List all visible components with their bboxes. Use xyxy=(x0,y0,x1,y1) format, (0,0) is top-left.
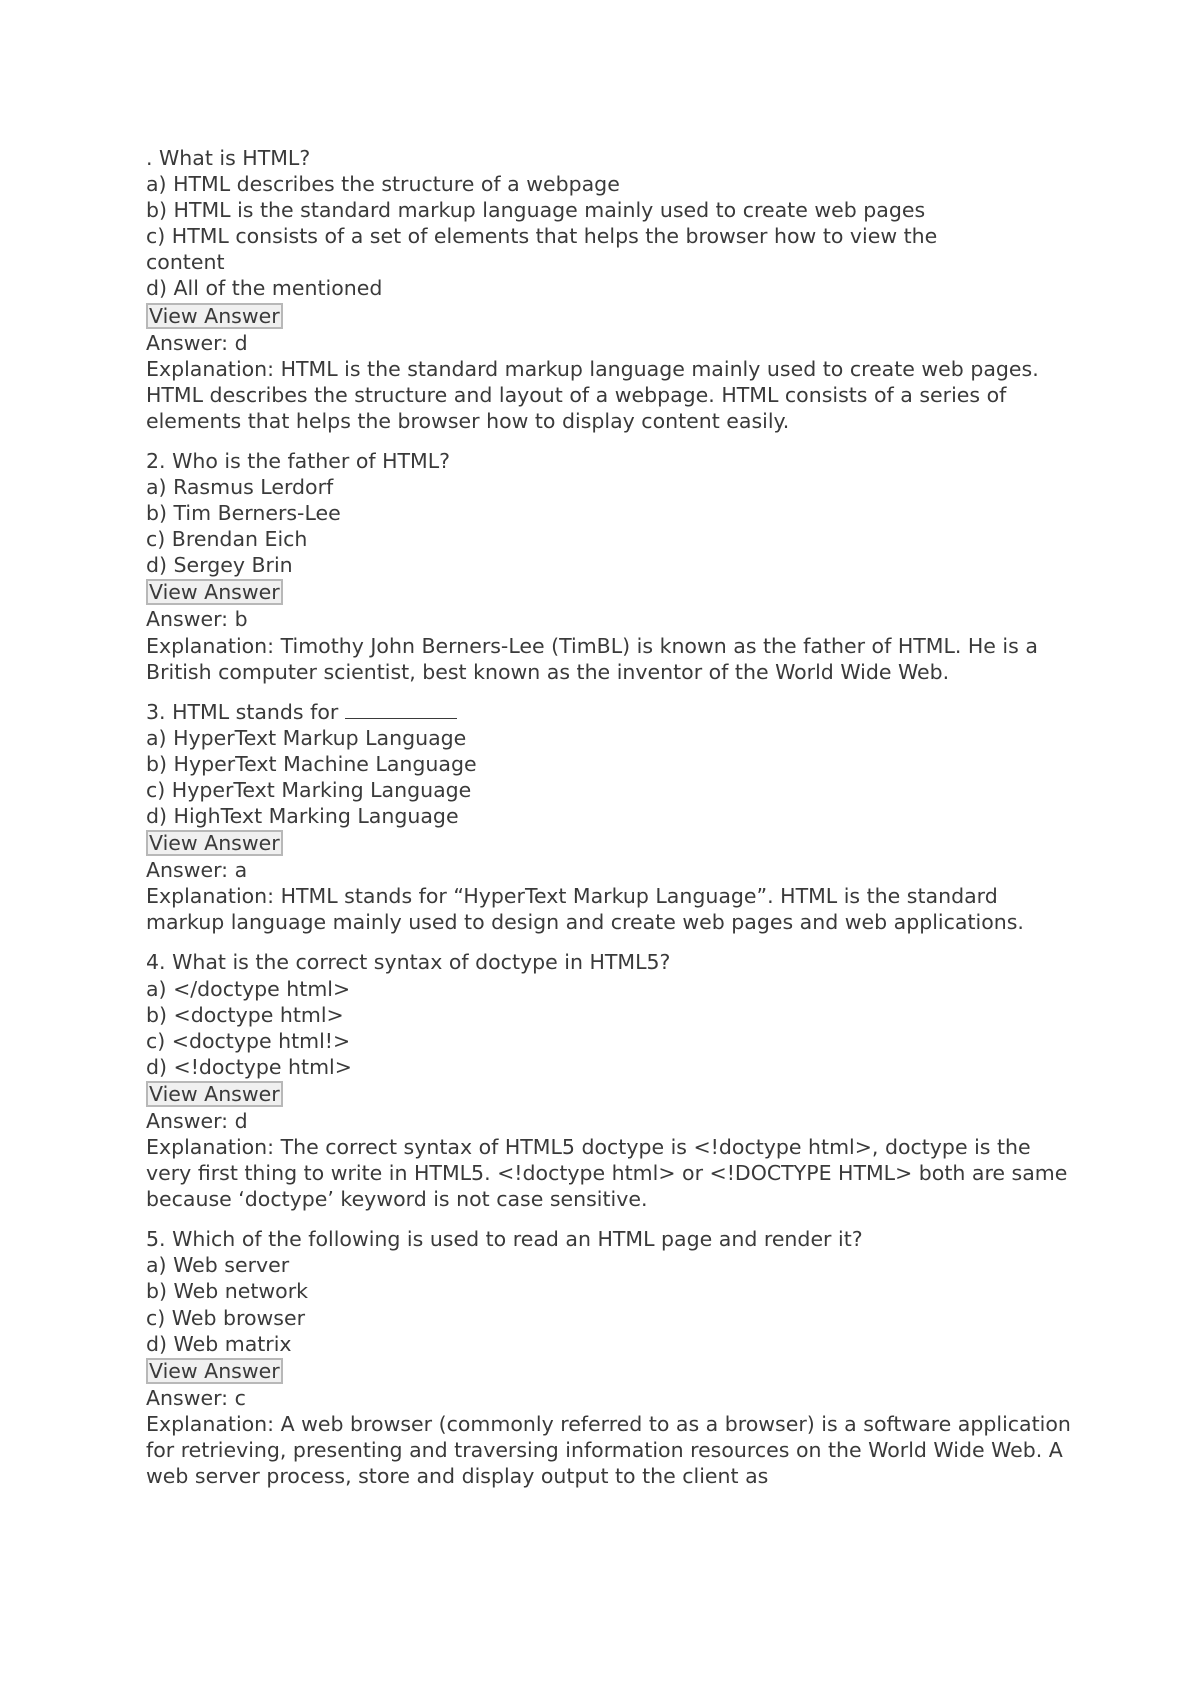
question-1 xyxy=(146,145,1076,434)
option-c: c) HyperText Marking Language xyxy=(146,777,472,802)
option-a: a) HTML describes the structure of a webpage xyxy=(146,172,620,197)
option-a: a) HyperText Markup Language xyxy=(146,725,467,750)
option-c: c) HTML consists of a set of elements that helps the browser how to view the content xyxy=(146,224,938,275)
question-text: . What is HTML? xyxy=(146,146,311,170)
explanation-text: Explanation: HTML stands for “HyperText Markup Language”. HTML is the standard markup language mainly used to design and create web pages and web applications. xyxy=(146,884,1024,935)
option-d: d) HighText Marking Language xyxy=(146,804,459,829)
view-answer-button[interactable]: View Answer xyxy=(146,830,283,856)
document-page xyxy=(146,145,1076,1503)
answer-text: Answer: c xyxy=(146,1385,246,1410)
question-line xyxy=(146,699,1076,725)
explanation-text: Explanation: HTML is the standard markup language mainly used to create web pages. HTML describes the structure and layout of a webpage. HTML consists of a series of elements that helps the browser how to display content easily. xyxy=(146,356,1039,433)
view-answer-button[interactable]: View Answer xyxy=(146,1081,283,1107)
question-text: 3. HTML stands for xyxy=(146,699,339,724)
explanation-text: Explanation: Timothy John Berners-Lee (TimBL) is known as the father of HTML. He is a British computer scientist, best known as the inventor of the World Wide Web. xyxy=(146,633,1038,684)
question-text: 2. Who is the father of HTML? xyxy=(146,448,451,473)
option-b: b) Tim Berners-Lee xyxy=(146,501,341,526)
option-a: a) </doctype html> xyxy=(146,976,351,1001)
option-b: b) <doctype html> xyxy=(146,1002,344,1027)
question-4 xyxy=(146,949,1076,1212)
explanation-text: Explanation: A web browser (commonly referred to as a browser) is a software application for retrieving, presenting and traversing information resources on the World Wide Web. A web server process, store and display output to the client as xyxy=(146,1411,1071,1489)
view-answer-button[interactable]: View Answer xyxy=(146,303,283,329)
option-d: d) All of the mentioned xyxy=(146,276,383,301)
view-answer-button[interactable]: View Answer xyxy=(146,579,283,605)
option-d: d) Sergey Brin xyxy=(146,553,293,578)
view-answer-button[interactable]: View Answer xyxy=(146,1358,283,1384)
option-c: c) Web browser xyxy=(146,1305,306,1330)
option-b: b) HTML is the standard markup language mainly used to create web pages xyxy=(146,198,926,223)
option-b: b) HyperText Machine Language xyxy=(146,751,477,776)
question-text: 4. What is the correct syntax of doctype in HTML5? xyxy=(146,950,671,975)
question-5 xyxy=(146,1226,1076,1489)
answer-text: Answer: b xyxy=(146,607,248,632)
fill-blank xyxy=(345,699,457,719)
answer-text: Answer: d xyxy=(146,1108,248,1133)
option-c: c) <doctype html!> xyxy=(146,1028,351,1053)
option-b: b) Web network xyxy=(146,1279,308,1304)
option-a: a) Rasmus Lerdorf xyxy=(146,475,334,500)
question-text: 5. Which of the following is used to read an HTML page and render it? xyxy=(146,1227,863,1252)
option-a: a) Web server xyxy=(146,1253,290,1278)
question-3 xyxy=(146,699,1076,936)
answer-text: Answer: a xyxy=(146,858,248,883)
option-c: c) Brendan Eich xyxy=(146,527,308,552)
answer-text: Answer: d xyxy=(146,330,248,355)
question-2 xyxy=(146,448,1076,685)
explanation-text: Explanation: The correct syntax of HTML5 doctype is <!doctype html>, doctype is the very first thing to write in HTML5. <!doctype html> or <!DOCTYPE HTML> both are same because ‘doctype’ keyword is not case sensitive. xyxy=(146,1135,1068,1212)
option-d: d) <!doctype html> xyxy=(146,1054,352,1079)
option-d: d) Web matrix xyxy=(146,1331,292,1356)
